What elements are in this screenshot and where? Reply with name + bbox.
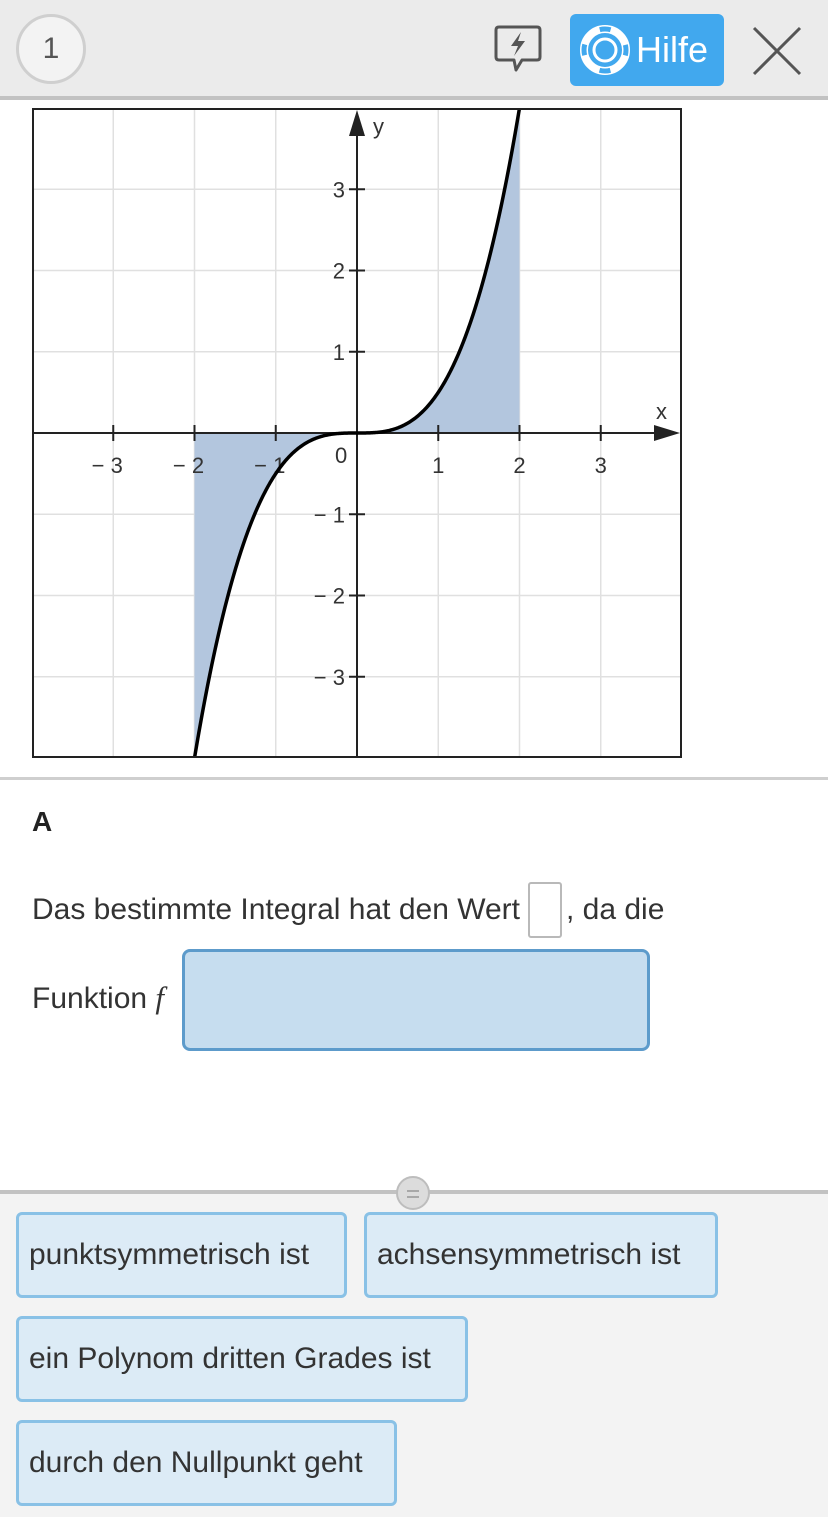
- y-tick-label: 2: [332, 258, 345, 284]
- answer-chip-polynom[interactable]: [16, 1316, 468, 1402]
- y-tick-label: 1: [332, 339, 345, 365]
- lifebuoy-icon: [580, 25, 630, 75]
- resize-handle-icon[interactable]: [396, 1176, 430, 1210]
- sentence-text-1: Das bestimmte Integral hat den Wert: [32, 893, 520, 926]
- x-tick-label: 1: [432, 453, 445, 478]
- x-tick-label: − 3: [91, 453, 123, 478]
- help-label: Hilfe: [636, 29, 709, 70]
- y-axis-label: y: [373, 114, 384, 139]
- sentence-text-3: Funktion: [32, 982, 148, 1015]
- answer-drop-zone[interactable]: [182, 949, 650, 1051]
- answer-chip-label: durch den Nullpunkt geht: [29, 1446, 363, 1479]
- x-tick-label: 3: [594, 453, 607, 478]
- top-bar: [0, 0, 828, 100]
- answer-chip-achsensymmetrisch[interactable]: [364, 1212, 718, 1298]
- origin-label: 0: [335, 443, 348, 468]
- x-axis-label: x: [656, 399, 667, 424]
- answer-chip-label: ein Polynom dritten Grades ist: [29, 1342, 431, 1375]
- answer-chip-label: achsensymmetrisch ist: [377, 1238, 681, 1271]
- task-label: A: [32, 806, 53, 837]
- task-sentence-line-2: [32, 980, 164, 1016]
- y-tick-label: 3: [332, 177, 345, 203]
- answer-chip-nullpunkt[interactable]: [16, 1420, 397, 1506]
- divider: [0, 777, 828, 780]
- help-button[interactable]: [570, 14, 724, 86]
- step-indicator[interactable]: 1: [16, 14, 86, 84]
- sentence-text-2: , da die: [566, 893, 665, 926]
- task-sentence: [32, 880, 664, 940]
- function-symbol: f: [155, 980, 165, 1015]
- y-tick-label: − 3: [313, 664, 345, 690]
- value-blank-input[interactable]: [528, 882, 562, 938]
- x-tick-label: − 1: [254, 453, 286, 478]
- x-tick-label: − 2: [172, 453, 205, 478]
- y-tick-label: − 1: [313, 502, 345, 528]
- answer-chip-punktsymmetrisch[interactable]: [16, 1212, 347, 1298]
- x-tick-label: 2: [513, 453, 526, 478]
- y-tick-label: − 2: [313, 583, 345, 609]
- close-icon[interactable]: [750, 24, 804, 78]
- function-graph: [32, 108, 682, 758]
- answer-chip-label: punktsymmetrisch ist: [29, 1238, 310, 1271]
- feedback-icon[interactable]: [492, 24, 544, 74]
